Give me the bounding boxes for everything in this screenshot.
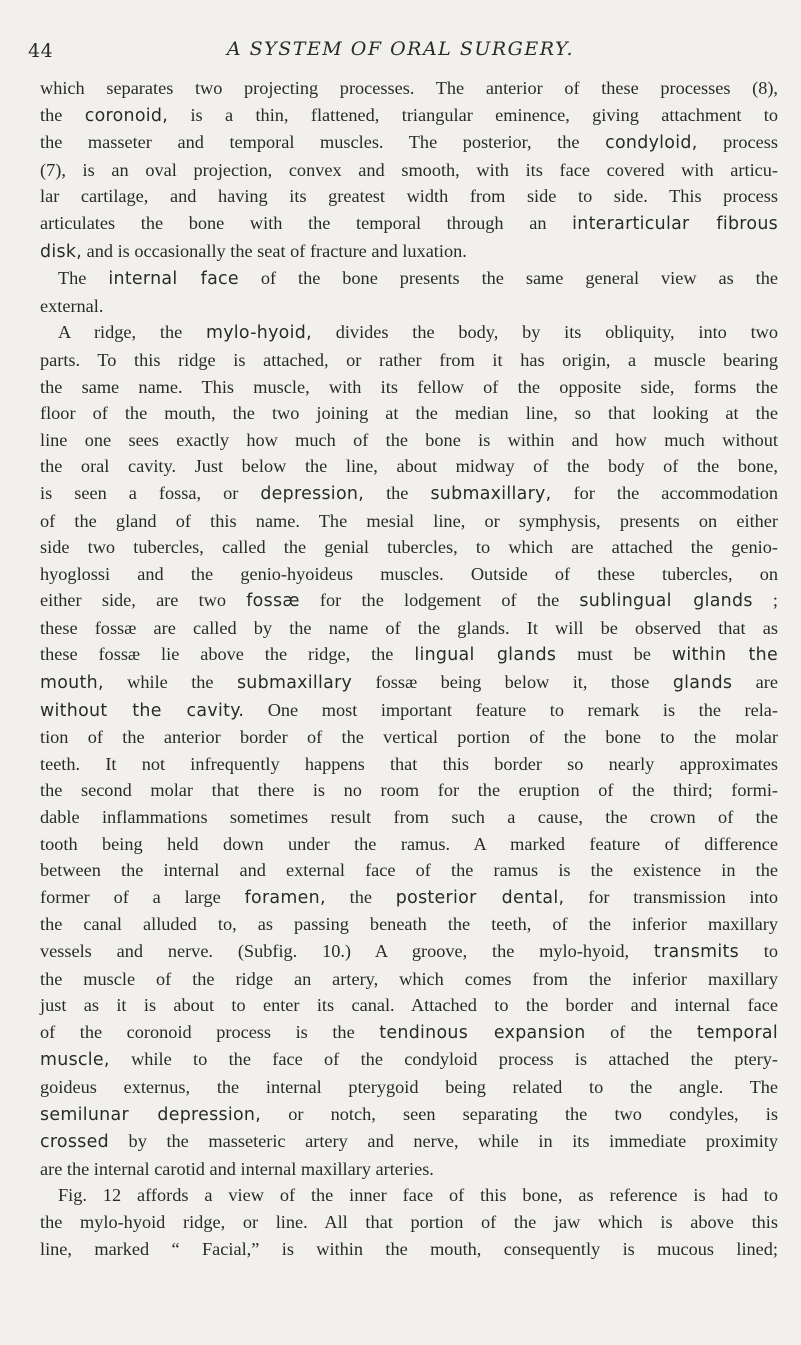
text-line [40, 293, 778, 320]
text-line [40, 777, 778, 804]
text-run: the same name. This muscle, with its fellow of the opposite side, forms the [40, 376, 778, 397]
text-run: by the masseteric artery and nerve, while in its immediate proximity [108, 1131, 778, 1152]
text-line [40, 966, 778, 993]
emphasized-term: glands [672, 673, 733, 694]
text-line [40, 857, 778, 884]
text-run: for transmission into [564, 886, 778, 907]
text-run: either side, are two [40, 590, 247, 611]
text-run: is a thin, flattened, triangular eminence, giving attachment to [168, 104, 778, 125]
text-line [40, 427, 778, 454]
text-line [40, 615, 778, 642]
text-run: the [364, 482, 431, 503]
text-run: The [58, 268, 109, 289]
text-line [40, 911, 778, 938]
text-line [40, 480, 778, 508]
text-run: of the coronoid process is the [40, 1021, 380, 1042]
emphasized-term: semilunar depression, [40, 1104, 262, 1125]
text-line [40, 561, 778, 588]
emphasized-term: coronoid, [84, 105, 169, 126]
text-run: the second molar that there is no room for the eruption of the third; formi- [40, 780, 778, 801]
text-line [40, 724, 778, 751]
text-run: is seen a fossa, or [40, 482, 261, 503]
text-run: the mylo-hyoid ridge, or line. All that portion of the jaw which is above this [40, 1211, 778, 1232]
emphasized-term: foramen, [244, 887, 326, 908]
text-run: vessels and nerve. (Subfig. 10.) A groove, the mylo-hyoid, [40, 941, 654, 961]
text-run: are [732, 672, 778, 693]
text-line [40, 75, 778, 102]
emphasized-term: internal face [108, 269, 239, 290]
text-line [40, 400, 778, 427]
text-line [40, 751, 778, 778]
text-run: floor of the mouth, the two joining at the median line, so that looking at the [40, 403, 778, 424]
text-line [40, 1019, 778, 1047]
text-run: and is occasionally the seat of fracture and luxation. [82, 240, 467, 261]
emphasized-term: disk, [40, 241, 83, 262]
text-run: the masseter and temporal muscles. The posterior, the [40, 132, 606, 153]
text-line [40, 938, 778, 966]
text-run: process [697, 132, 778, 153]
text-run: the canal alluded to, as passing beneath the teeth, of the inferior maxillary [40, 914, 778, 935]
text-line [40, 669, 778, 697]
text-run: the muscle of the ridge an artery, which comes from the inferior maxillary [40, 968, 778, 989]
emphasized-term: mylo-hyoid, [205, 323, 312, 344]
text-line [40, 157, 778, 184]
text-run: divides the body, by its obliquity, into two [311, 322, 778, 343]
text-line [40, 1236, 778, 1263]
emphasized-term: without the cavity. [40, 700, 245, 721]
emphasized-term: mouth, [40, 673, 104, 694]
text-line [40, 697, 778, 725]
text-run: side two tubercles, called the genial tubercles, to which are attached the genio- [40, 537, 778, 558]
text-line [40, 102, 778, 130]
emphasized-term: submaxillary [236, 673, 353, 694]
text-run: A ridge, the [58, 322, 206, 343]
text-line [40, 534, 778, 561]
text-run: lar cartilage, and having its greatest width from side to side. This process [40, 186, 778, 207]
text-run: One most important feature to remark is the rela- [244, 699, 778, 720]
text-line [40, 831, 778, 858]
emphasized-term: fossæ [246, 591, 300, 612]
text-run: of the [585, 1021, 697, 1042]
emphasized-term: condyloid, [605, 133, 698, 154]
emphasized-term: posterior dental, [395, 887, 565, 908]
text-run: of the gland of this name. The mesial line, or symphysis, presents on either [40, 510, 778, 531]
emphasized-term: submaxillary, [430, 483, 552, 504]
text-run: tion of the anterior border of the vertical portion of the bone to the molar [40, 727, 778, 748]
text-run: while to the face of the condyloid process is attached the ptery- [109, 1049, 778, 1070]
text-run: articulates the bone with the temporal through an [40, 212, 573, 233]
running-title: A SYSTEM OF ORAL SURGERY. [226, 38, 575, 60]
text-run: hyoglossi and the genio-hyoideus muscles. Outside of these tubercles, on [40, 563, 778, 584]
text-line [40, 453, 778, 480]
emphasized-term: tendinous expansion [379, 1022, 586, 1043]
emphasized-term: temporal [696, 1022, 778, 1043]
text-line [40, 641, 778, 669]
text-run: which separates two projecting processes. The anterior of these processes (8), [40, 78, 778, 98]
text-line [40, 587, 778, 615]
text-line [40, 374, 778, 401]
text-line [40, 347, 778, 374]
text-run: Fig. 12 affords a view of the inner face of this bone, as reference is had to [58, 1185, 778, 1206]
emphasized-term: within the [671, 645, 778, 666]
emphasized-term: interarticular fibrous [572, 213, 778, 234]
text-run: teeth. It not infrequently happens that this border so nearly approximates [40, 753, 778, 774]
emphasized-term: muscle, [40, 1050, 110, 1071]
text-run: for the lodgement of the [299, 590, 580, 611]
text-run: the oral cavity. Just below the line, about midway of the body of the bone, [40, 456, 778, 477]
text-run: the [325, 886, 396, 907]
text-run: the [40, 104, 85, 125]
emphasized-term: depression, [260, 483, 365, 504]
text-run: these fossæ are called by the name of the glands. It will be observed that as [40, 617, 778, 638]
text-line [40, 884, 778, 912]
text-line [40, 1046, 778, 1074]
text-run: between the internal and external face of the ramus is the existence in the [40, 860, 778, 881]
text-line [40, 1101, 778, 1129]
text-line [40, 129, 778, 157]
text-run: are the internal carotid and internal maxillary arteries. [40, 1158, 434, 1179]
page-number: 44 [28, 40, 54, 62]
text-line [40, 1182, 778, 1209]
text-run: fossæ being below it, those [352, 672, 673, 693]
text-line [40, 265, 778, 293]
text-run: to [738, 941, 778, 961]
text-run: external. [40, 295, 104, 316]
text-run: line, marked “ Facial,” is within the mouth, consequently is mucous lined; [40, 1238, 778, 1259]
text-line [40, 238, 778, 266]
text-run: parts. To this ridge is attached, or rather from it has origin, a muscle bearing [40, 349, 778, 370]
emphasized-term: sublingual glands [579, 591, 753, 612]
text-run: of the bone presents the same general view as the [238, 268, 778, 289]
text-line [40, 804, 778, 831]
emphasized-term: transmits [653, 942, 739, 962]
emphasized-term: lingual glands [414, 645, 557, 666]
text-run: (7), is an oval projection, convex and smooth, with its face covered with articu- [40, 159, 778, 180]
text-line [40, 1128, 778, 1156]
text-line [40, 183, 778, 210]
emphasized-term: crossed [40, 1132, 109, 1153]
text-run: dable inflammations sometimes result from such a cause, the crown of the [40, 807, 778, 828]
text-line [40, 992, 778, 1019]
text-run: must be [556, 644, 672, 665]
text-line [40, 319, 778, 347]
text-line [40, 508, 778, 535]
text-run: goideus externus, the internal pterygoid being related to the angle. The [40, 1076, 778, 1097]
text-run: ; [752, 590, 778, 611]
text-run: just as it is about to enter its canal. Attached to the border and internal face [40, 995, 778, 1016]
text-line [40, 1156, 778, 1183]
text-run: while the [103, 672, 237, 693]
text-run: line one sees exactly how much of the bone is within and how much without [40, 429, 778, 450]
text-run: former of a large [40, 886, 245, 907]
text-line [40, 210, 778, 238]
text-run: these fossæ lie above the ridge, the [40, 644, 415, 665]
text-line [40, 1074, 778, 1101]
text-run: tooth being held down under the ramus. A marked feature of difference [40, 833, 778, 854]
text-run: for the accommodation [551, 482, 778, 503]
body-text [40, 75, 778, 1262]
text-run: or notch, seen separating the two condyles, is [261, 1103, 778, 1124]
text-line [40, 1209, 778, 1236]
